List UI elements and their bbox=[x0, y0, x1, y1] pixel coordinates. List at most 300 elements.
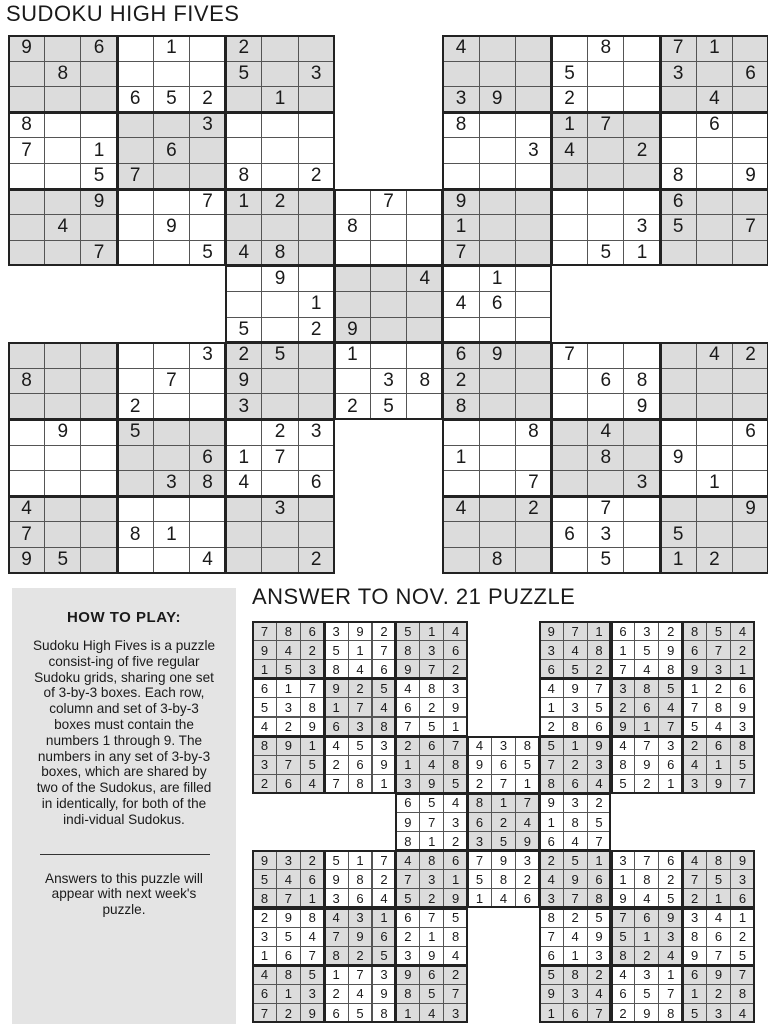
puzzle-cell[interactable]: 9 bbox=[442, 189, 479, 216]
puzzle-cell[interactable] bbox=[8, 61, 45, 88]
puzzle-cell[interactable]: 9 bbox=[225, 368, 262, 395]
puzzle-cell[interactable] bbox=[623, 445, 660, 472]
puzzle-cell[interactable] bbox=[153, 189, 190, 216]
puzzle-cell[interactable]: 2 bbox=[515, 496, 552, 523]
puzzle-cell[interactable]: 1 bbox=[660, 547, 697, 574]
puzzle-cell[interactable]: 7 bbox=[8, 137, 45, 164]
puzzle-cell[interactable]: 7 bbox=[80, 240, 117, 267]
puzzle-cell[interactable] bbox=[189, 163, 226, 190]
puzzle-cell[interactable] bbox=[117, 496, 154, 523]
puzzle-cell[interactable] bbox=[406, 291, 443, 318]
puzzle-cell[interactable] bbox=[117, 470, 154, 497]
puzzle-cell[interactable] bbox=[80, 86, 117, 113]
puzzle-cell[interactable] bbox=[153, 163, 190, 190]
puzzle-cell[interactable]: 2 bbox=[442, 368, 479, 395]
puzzle-cell[interactable]: 8 bbox=[8, 368, 45, 395]
puzzle-cell[interactable] bbox=[298, 112, 335, 139]
puzzle-cell[interactable]: 8 bbox=[587, 445, 624, 472]
puzzle-cell[interactable]: 2 bbox=[189, 86, 226, 113]
puzzle-cell[interactable] bbox=[261, 521, 298, 548]
puzzle-cell[interactable]: 5 bbox=[80, 163, 117, 190]
puzzle-cell[interactable] bbox=[44, 393, 81, 420]
puzzle-cell[interactable] bbox=[551, 419, 588, 446]
puzzle-cell[interactable] bbox=[225, 291, 262, 318]
puzzle-cell[interactable] bbox=[298, 240, 335, 267]
puzzle-cell[interactable]: 1 bbox=[442, 445, 479, 472]
puzzle-cell[interactable] bbox=[298, 189, 335, 216]
puzzle-cell[interactable] bbox=[44, 112, 81, 139]
puzzle-cell[interactable] bbox=[117, 137, 154, 164]
puzzle-cell[interactable]: 8 bbox=[189, 470, 226, 497]
puzzle-cell[interactable] bbox=[696, 163, 733, 190]
puzzle-cell[interactable] bbox=[261, 317, 298, 344]
puzzle-cell[interactable] bbox=[261, 470, 298, 497]
puzzle-cell[interactable] bbox=[261, 547, 298, 574]
puzzle-cell[interactable]: 2 bbox=[261, 189, 298, 216]
puzzle-cell[interactable] bbox=[334, 240, 371, 267]
puzzle-cell[interactable]: 7 bbox=[261, 445, 298, 472]
puzzle-cell[interactable]: 3 bbox=[623, 214, 660, 241]
puzzle-cell[interactable]: 9 bbox=[8, 35, 45, 62]
puzzle-cell[interactable] bbox=[479, 189, 516, 216]
puzzle-cell[interactable]: 3 bbox=[515, 137, 552, 164]
puzzle-cell[interactable] bbox=[696, 496, 733, 523]
puzzle-cell[interactable]: 1 bbox=[442, 214, 479, 241]
puzzle-cell[interactable] bbox=[189, 61, 226, 88]
puzzle-cell[interactable] bbox=[406, 393, 443, 420]
puzzle-cell[interactable]: 5 bbox=[551, 61, 588, 88]
puzzle-cell[interactable] bbox=[44, 163, 81, 190]
puzzle-cell[interactable] bbox=[551, 445, 588, 472]
puzzle-cell[interactable] bbox=[80, 521, 117, 548]
puzzle-cell[interactable] bbox=[153, 240, 190, 267]
puzzle-cell[interactable] bbox=[44, 368, 81, 395]
puzzle-cell[interactable] bbox=[406, 240, 443, 267]
puzzle-cell[interactable] bbox=[80, 470, 117, 497]
puzzle-cell[interactable] bbox=[189, 521, 226, 548]
puzzle-cell[interactable]: 4 bbox=[696, 342, 733, 369]
puzzle-cell[interactable] bbox=[696, 393, 733, 420]
puzzle-cell[interactable] bbox=[80, 547, 117, 574]
puzzle-cell[interactable] bbox=[551, 496, 588, 523]
puzzle-cell[interactable] bbox=[660, 112, 697, 139]
puzzle-cell[interactable]: 7 bbox=[551, 342, 588, 369]
puzzle-cell[interactable]: 5 bbox=[261, 342, 298, 369]
puzzle-cell[interactable]: 7 bbox=[8, 521, 45, 548]
puzzle-cell[interactable] bbox=[44, 470, 81, 497]
puzzle-cell[interactable] bbox=[660, 240, 697, 267]
puzzle-cell[interactable]: 9 bbox=[623, 393, 660, 420]
puzzle-cell[interactable] bbox=[44, 86, 81, 113]
puzzle-cell[interactable]: 6 bbox=[732, 419, 768, 446]
puzzle-cell[interactable]: 2 bbox=[551, 86, 588, 113]
puzzle-cell[interactable]: 6 bbox=[732, 61, 768, 88]
puzzle-cell[interactable] bbox=[406, 214, 443, 241]
puzzle-cell[interactable]: 9 bbox=[660, 445, 697, 472]
puzzle-cell[interactable] bbox=[515, 445, 552, 472]
puzzle-cell[interactable] bbox=[515, 317, 552, 344]
puzzle-cell[interactable] bbox=[479, 445, 516, 472]
puzzle-cell[interactable] bbox=[261, 368, 298, 395]
puzzle-cell[interactable]: 8 bbox=[334, 214, 371, 241]
puzzle-cell[interactable]: 6 bbox=[587, 368, 624, 395]
puzzle-cell[interactable]: 8 bbox=[587, 35, 624, 62]
puzzle-cell[interactable] bbox=[587, 214, 624, 241]
puzzle-cell[interactable] bbox=[551, 240, 588, 267]
puzzle-cell[interactable] bbox=[298, 445, 335, 472]
puzzle-cell[interactable] bbox=[117, 112, 154, 139]
puzzle-cell[interactable] bbox=[225, 547, 262, 574]
puzzle-cell[interactable] bbox=[80, 61, 117, 88]
puzzle-cell[interactable] bbox=[80, 393, 117, 420]
puzzle-cell[interactable] bbox=[298, 35, 335, 62]
puzzle-cell[interactable] bbox=[515, 163, 552, 190]
puzzle-cell[interactable]: 8 bbox=[479, 547, 516, 574]
puzzle-cell[interactable] bbox=[117, 61, 154, 88]
puzzle-cell[interactable] bbox=[479, 163, 516, 190]
puzzle-cell[interactable] bbox=[189, 419, 226, 446]
puzzle-cell[interactable]: 6 bbox=[479, 291, 516, 318]
puzzle-cell[interactable] bbox=[261, 393, 298, 420]
puzzle-cell[interactable] bbox=[334, 265, 371, 292]
puzzle-cell[interactable]: 1 bbox=[153, 35, 190, 62]
puzzle-cell[interactable] bbox=[696, 521, 733, 548]
puzzle-cell[interactable] bbox=[479, 35, 516, 62]
puzzle-cell[interactable] bbox=[515, 112, 552, 139]
puzzle-cell[interactable] bbox=[189, 496, 226, 523]
puzzle-cell[interactable] bbox=[406, 317, 443, 344]
puzzle-cell[interactable] bbox=[80, 112, 117, 139]
puzzle-cell[interactable] bbox=[732, 547, 768, 574]
puzzle-cell[interactable] bbox=[153, 112, 190, 139]
puzzle-cell[interactable]: 4 bbox=[225, 470, 262, 497]
puzzle-cell[interactable]: 2 bbox=[261, 419, 298, 446]
puzzle-cell[interactable]: 5 bbox=[189, 240, 226, 267]
puzzle-cell[interactable] bbox=[261, 35, 298, 62]
puzzle-cell[interactable]: 5 bbox=[225, 317, 262, 344]
puzzle-cell[interactable]: 1 bbox=[479, 265, 516, 292]
puzzle-cell[interactable] bbox=[370, 342, 407, 369]
puzzle-cell[interactable]: 8 bbox=[117, 521, 154, 548]
puzzle-cell[interactable] bbox=[623, 112, 660, 139]
puzzle-cell[interactable] bbox=[153, 61, 190, 88]
puzzle-cell[interactable]: 7 bbox=[153, 368, 190, 395]
puzzle-cell[interactable] bbox=[732, 35, 768, 62]
puzzle-cell[interactable]: 1 bbox=[153, 521, 190, 548]
puzzle-cell[interactable] bbox=[225, 214, 262, 241]
puzzle-cell[interactable] bbox=[44, 240, 81, 267]
puzzle-cell[interactable] bbox=[442, 317, 479, 344]
puzzle-cell[interactable]: 2 bbox=[623, 137, 660, 164]
puzzle-cell[interactable] bbox=[551, 189, 588, 216]
puzzle-cell[interactable]: 1 bbox=[551, 112, 588, 139]
puzzle-cell[interactable] bbox=[515, 521, 552, 548]
puzzle-cell[interactable] bbox=[623, 342, 660, 369]
puzzle-cell[interactable] bbox=[623, 61, 660, 88]
puzzle-cell[interactable]: 4 bbox=[406, 265, 443, 292]
puzzle-cell[interactable]: 2 bbox=[298, 317, 335, 344]
puzzle-cell[interactable] bbox=[261, 61, 298, 88]
puzzle-cell[interactable]: 4 bbox=[442, 291, 479, 318]
puzzle-cell[interactable] bbox=[515, 393, 552, 420]
puzzle-cell[interactable]: 3 bbox=[587, 521, 624, 548]
puzzle-cell[interactable] bbox=[44, 342, 81, 369]
puzzle-cell[interactable] bbox=[44, 445, 81, 472]
puzzle-cell[interactable]: 3 bbox=[298, 419, 335, 446]
puzzle-cell[interactable] bbox=[732, 240, 768, 267]
puzzle-cell[interactable] bbox=[117, 342, 154, 369]
puzzle-cell[interactable] bbox=[732, 112, 768, 139]
puzzle-cell[interactable] bbox=[587, 342, 624, 369]
puzzle-cell[interactable]: 8 bbox=[44, 61, 81, 88]
puzzle-cell[interactable] bbox=[370, 240, 407, 267]
puzzle-cell[interactable]: 9 bbox=[732, 163, 768, 190]
puzzle-cell[interactable] bbox=[334, 189, 371, 216]
puzzle-cell[interactable] bbox=[44, 496, 81, 523]
puzzle-cell[interactable] bbox=[479, 137, 516, 164]
puzzle-cell[interactable] bbox=[298, 393, 335, 420]
puzzle-cell[interactable] bbox=[442, 419, 479, 446]
puzzle-cell[interactable] bbox=[153, 547, 190, 574]
puzzle-cell[interactable]: 7 bbox=[587, 112, 624, 139]
puzzle-cell[interactable] bbox=[117, 445, 154, 472]
puzzle-cell[interactable] bbox=[660, 368, 697, 395]
puzzle-cell[interactable]: 6 bbox=[660, 189, 697, 216]
puzzle-cell[interactable]: 2 bbox=[732, 342, 768, 369]
puzzle-cell[interactable] bbox=[623, 163, 660, 190]
puzzle-cell[interactable] bbox=[261, 137, 298, 164]
puzzle-cell[interactable] bbox=[153, 342, 190, 369]
puzzle-cell[interactable] bbox=[515, 265, 552, 292]
puzzle-cell[interactable] bbox=[587, 470, 624, 497]
puzzle-cell[interactable] bbox=[587, 189, 624, 216]
puzzle-cell[interactable]: 3 bbox=[189, 342, 226, 369]
puzzle-cell[interactable] bbox=[515, 240, 552, 267]
puzzle-cell[interactable] bbox=[515, 291, 552, 318]
puzzle-cell[interactable]: 7 bbox=[515, 470, 552, 497]
puzzle-cell[interactable]: 7 bbox=[660, 35, 697, 62]
puzzle-cell[interactable]: 2 bbox=[117, 393, 154, 420]
puzzle-cell[interactable]: 2 bbox=[225, 342, 262, 369]
puzzle-cell[interactable] bbox=[225, 419, 262, 446]
puzzle-cell[interactable]: 9 bbox=[334, 317, 371, 344]
puzzle-cell[interactable] bbox=[479, 470, 516, 497]
puzzle-cell[interactable] bbox=[479, 419, 516, 446]
puzzle-cell[interactable]: 5 bbox=[44, 547, 81, 574]
puzzle-cell[interactable] bbox=[515, 214, 552, 241]
puzzle-cell[interactable] bbox=[515, 189, 552, 216]
puzzle-cell[interactable]: 9 bbox=[80, 189, 117, 216]
puzzle-cell[interactable] bbox=[442, 137, 479, 164]
puzzle-cell[interactable]: 9 bbox=[153, 214, 190, 241]
puzzle-cell[interactable]: 7 bbox=[117, 163, 154, 190]
puzzle-cell[interactable] bbox=[153, 393, 190, 420]
puzzle-cell[interactable] bbox=[696, 137, 733, 164]
puzzle-cell[interactable]: 5 bbox=[153, 86, 190, 113]
puzzle-cell[interactable]: 7 bbox=[442, 240, 479, 267]
puzzle-cell[interactable] bbox=[8, 240, 45, 267]
puzzle-cell[interactable] bbox=[515, 368, 552, 395]
puzzle-cell[interactable] bbox=[80, 368, 117, 395]
puzzle-cell[interactable] bbox=[8, 214, 45, 241]
puzzle-cell[interactable] bbox=[515, 35, 552, 62]
puzzle-cell[interactable]: 4 bbox=[551, 137, 588, 164]
puzzle-cell[interactable] bbox=[660, 393, 697, 420]
puzzle-cell[interactable] bbox=[117, 240, 154, 267]
puzzle-cell[interactable] bbox=[80, 342, 117, 369]
puzzle-cell[interactable]: 8 bbox=[660, 163, 697, 190]
puzzle-cell[interactable] bbox=[80, 419, 117, 446]
puzzle-cell[interactable]: 4 bbox=[587, 419, 624, 446]
puzzle-cell[interactable] bbox=[515, 342, 552, 369]
puzzle-cell[interactable] bbox=[225, 112, 262, 139]
puzzle-cell[interactable]: 3 bbox=[225, 393, 262, 420]
puzzle-cell[interactable] bbox=[261, 291, 298, 318]
puzzle-cell[interactable] bbox=[479, 393, 516, 420]
puzzle-cell[interactable]: 9 bbox=[44, 419, 81, 446]
puzzle-cell[interactable] bbox=[8, 342, 45, 369]
puzzle-cell[interactable] bbox=[225, 521, 262, 548]
puzzle-cell[interactable] bbox=[732, 445, 768, 472]
puzzle-cell[interactable]: 3 bbox=[153, 470, 190, 497]
puzzle-cell[interactable] bbox=[587, 86, 624, 113]
puzzle-cell[interactable] bbox=[696, 61, 733, 88]
puzzle-cell[interactable] bbox=[153, 496, 190, 523]
puzzle-cell[interactable] bbox=[117, 189, 154, 216]
puzzle-cell[interactable] bbox=[732, 189, 768, 216]
puzzle-cell[interactable]: 3 bbox=[442, 86, 479, 113]
puzzle-cell[interactable]: 2 bbox=[298, 163, 335, 190]
puzzle-cell[interactable] bbox=[660, 342, 697, 369]
puzzle-cell[interactable]: 9 bbox=[479, 342, 516, 369]
puzzle-cell[interactable]: 4 bbox=[442, 496, 479, 523]
puzzle-cell[interactable] bbox=[225, 265, 262, 292]
puzzle-cell[interactable]: 8 bbox=[442, 393, 479, 420]
puzzle-cell[interactable] bbox=[117, 35, 154, 62]
puzzle-cell[interactable] bbox=[696, 240, 733, 267]
puzzle-cell[interactable] bbox=[80, 214, 117, 241]
puzzle-cell[interactable]: 4 bbox=[189, 547, 226, 574]
puzzle-cell[interactable]: 8 bbox=[406, 368, 443, 395]
puzzle-cell[interactable] bbox=[8, 86, 45, 113]
puzzle-cell[interactable] bbox=[298, 342, 335, 369]
puzzle-cell[interactable]: 6 bbox=[80, 35, 117, 62]
puzzle-cell[interactable] bbox=[370, 265, 407, 292]
puzzle-cell[interactable] bbox=[732, 368, 768, 395]
puzzle-cell[interactable] bbox=[8, 393, 45, 420]
puzzle-cell[interactable]: 5 bbox=[225, 61, 262, 88]
puzzle-cell[interactable] bbox=[660, 86, 697, 113]
puzzle-cell[interactable]: 4 bbox=[442, 35, 479, 62]
puzzle-cell[interactable]: 9 bbox=[732, 496, 768, 523]
puzzle-cell[interactable] bbox=[551, 163, 588, 190]
puzzle-cell[interactable] bbox=[225, 86, 262, 113]
puzzle-cell[interactable] bbox=[551, 393, 588, 420]
puzzle-cell[interactable] bbox=[587, 393, 624, 420]
puzzle-cell[interactable] bbox=[623, 521, 660, 548]
puzzle-cell[interactable] bbox=[696, 419, 733, 446]
puzzle-cell[interactable]: 7 bbox=[370, 189, 407, 216]
puzzle-cell[interactable] bbox=[406, 342, 443, 369]
puzzle-cell[interactable] bbox=[732, 393, 768, 420]
puzzle-cell[interactable]: 5 bbox=[660, 521, 697, 548]
puzzle-cell[interactable]: 2 bbox=[696, 547, 733, 574]
puzzle-cell[interactable]: 3 bbox=[261, 496, 298, 523]
puzzle-cell[interactable]: 2 bbox=[225, 35, 262, 62]
puzzle-cell[interactable] bbox=[479, 240, 516, 267]
puzzle-cell[interactable] bbox=[623, 547, 660, 574]
puzzle-cell[interactable] bbox=[623, 496, 660, 523]
puzzle-cell[interactable]: 6 bbox=[442, 342, 479, 369]
puzzle-cell[interactable] bbox=[44, 521, 81, 548]
puzzle-cell[interactable]: 1 bbox=[298, 291, 335, 318]
puzzle-cell[interactable]: 5 bbox=[587, 240, 624, 267]
puzzle-cell[interactable] bbox=[406, 189, 443, 216]
puzzle-cell[interactable]: 6 bbox=[189, 445, 226, 472]
puzzle-cell[interactable] bbox=[551, 547, 588, 574]
puzzle-cell[interactable] bbox=[732, 137, 768, 164]
puzzle-cell[interactable] bbox=[660, 496, 697, 523]
puzzle-cell[interactable] bbox=[189, 368, 226, 395]
puzzle-cell[interactable] bbox=[732, 470, 768, 497]
puzzle-cell[interactable]: 7 bbox=[587, 496, 624, 523]
puzzle-cell[interactable] bbox=[623, 189, 660, 216]
puzzle-cell[interactable] bbox=[479, 214, 516, 241]
puzzle-cell[interactable] bbox=[732, 521, 768, 548]
puzzle-cell[interactable] bbox=[298, 86, 335, 113]
puzzle-cell[interactable] bbox=[551, 35, 588, 62]
puzzle-cell[interactable]: 1 bbox=[696, 470, 733, 497]
puzzle-cell[interactable] bbox=[117, 547, 154, 574]
puzzle-cell[interactable]: 5 bbox=[660, 214, 697, 241]
puzzle-cell[interactable] bbox=[261, 112, 298, 139]
puzzle-cell[interactable] bbox=[442, 61, 479, 88]
puzzle-cell[interactable] bbox=[117, 214, 154, 241]
puzzle-cell[interactable]: 3 bbox=[660, 61, 697, 88]
puzzle-cell[interactable] bbox=[479, 112, 516, 139]
puzzle-cell[interactable] bbox=[153, 419, 190, 446]
puzzle-cell[interactable]: 6 bbox=[551, 521, 588, 548]
puzzle-cell[interactable] bbox=[587, 61, 624, 88]
puzzle-cell[interactable] bbox=[551, 368, 588, 395]
puzzle-cell[interactable]: 4 bbox=[225, 240, 262, 267]
puzzle-cell[interactable] bbox=[298, 521, 335, 548]
puzzle-cell[interactable] bbox=[660, 470, 697, 497]
puzzle-cell[interactable]: 1 bbox=[696, 35, 733, 62]
puzzle-cell[interactable] bbox=[442, 521, 479, 548]
puzzle-cell[interactable] bbox=[44, 35, 81, 62]
puzzle-cell[interactable]: 1 bbox=[225, 445, 262, 472]
puzzle-cell[interactable]: 8 bbox=[225, 163, 262, 190]
puzzle-cell[interactable]: 1 bbox=[334, 342, 371, 369]
puzzle-cell[interactable]: 3 bbox=[623, 470, 660, 497]
puzzle-cell[interactable] bbox=[479, 61, 516, 88]
puzzle-cell[interactable] bbox=[298, 137, 335, 164]
puzzle-cell[interactable] bbox=[298, 214, 335, 241]
puzzle-cell[interactable]: 3 bbox=[189, 112, 226, 139]
puzzle-cell[interactable] bbox=[696, 368, 733, 395]
puzzle-cell[interactable]: 1 bbox=[225, 189, 262, 216]
puzzle-cell[interactable] bbox=[515, 547, 552, 574]
puzzle-cell[interactable] bbox=[80, 496, 117, 523]
puzzle-cell[interactable] bbox=[298, 496, 335, 523]
puzzle-cell[interactable] bbox=[479, 496, 516, 523]
puzzle-cell[interactable] bbox=[80, 445, 117, 472]
puzzle-cell[interactable]: 7 bbox=[732, 214, 768, 241]
puzzle-cell[interactable] bbox=[370, 291, 407, 318]
puzzle-cell[interactable] bbox=[623, 419, 660, 446]
puzzle-cell[interactable] bbox=[153, 445, 190, 472]
